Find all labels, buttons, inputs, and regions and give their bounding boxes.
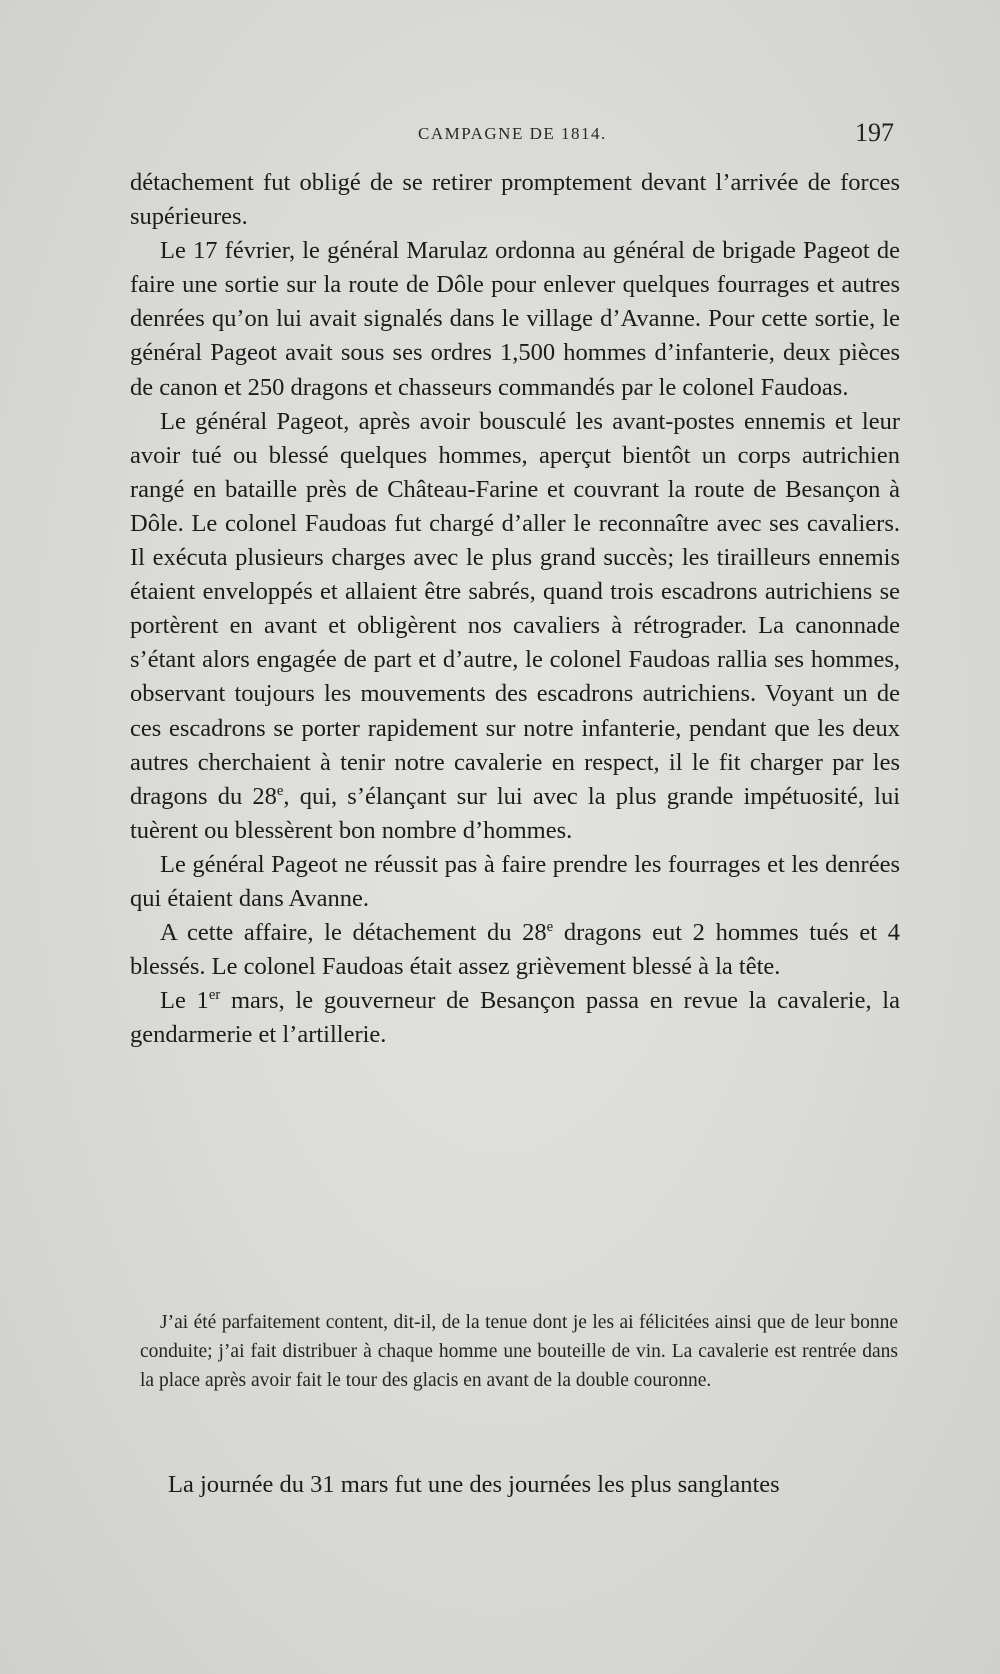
page-number: 197 <box>855 118 894 147</box>
final-paragraph <box>130 1468 900 1502</box>
page-header <box>128 118 900 148</box>
main-text <box>130 166 900 1052</box>
final-line-text: La journée du 31 mars fut une des journées les plus sanglantes <box>168 1471 780 1498</box>
paragraph-5-part-1: A cette affaire, le détachement du 28 <box>160 919 547 947</box>
paragraph-2: Le 17 février, le général Marulaz ordonna au général de brigade Pageot de faire une sortie sur la route de Dôle pour enlever quelques fourrages et autres denrées qu’on lui avait signalés dans le village d’Avanne. Pour cette sortie, le général Pageot avait sous ses ordres 1,500 hommes d’infanterie, deux pièces de canon et 250 dragons et chasseurs commandés par le colonel Faudoas. <box>130 237 900 401</box>
ordinal-suffix: e <box>546 918 554 935</box>
paragraph-3-part-2: , qui, s’élançant sur lui avec la plus grande impétuosité, lui tuèrent ou blessèrent bon nombre d’hommes. <box>130 782 900 844</box>
paragraph-6-part-2: mars, le gouverneur de Besançon passa en revue la cavalerie, la gendarmerie et l’artillerie. <box>130 987 900 1049</box>
running-head: CAMPAGNE DE 1814. <box>418 124 607 143</box>
paragraph-4: Le général Pageot ne réussit pas à faire prendre les fourrages et les denrées qui étaient dans Avanne. <box>130 850 900 912</box>
ordinal-suffix: er <box>208 987 221 1004</box>
paragraph-6-part-1: Le 1 <box>160 987 209 1015</box>
paragraph-3 <box>130 405 900 848</box>
paragraph-5 <box>130 916 900 984</box>
paragraph-1: détachement fut obligé de se retirer promptement devant l’arrivée de forces supérieures. <box>130 169 900 231</box>
paragraph-3-part-1: Le général Pageot, après avoir bousculé les avant-postes ennemis et leur avoir tué ou blessé quelques hommes, aperçut bientôt un corps autrichien rangé en bataille près de Château-Farine et couvrant la route de Besançon à Dôle. Le colonel Faudoas fut chargé d’aller le reconnaître avec ses cavaliers. Il exécuta plusieurs charges avec le plus grand succès; les tirailleurs ennemis étaient enveloppés et allaient être sabrés, quand trois escadrons autrichiens se portèrent en avant et obligèrent nos cavaliers à rétrograder. La canonnade s’étant alors engagée de part et d’autre, le colonel Faudoas rallia ses hommes, observant toujours les mouvements des escadrons autrichiens. Voyant un de ces escadrons se porter rapidement sur notre infanterie, pendant que les deux autres cherchaient à tenir notre cavalerie en respect, il le fit charger par les dragons du 28 <box>130 407 900 810</box>
paragraph-6 <box>130 984 900 1052</box>
quoted-passage <box>140 1308 898 1395</box>
quote-text: J’ai été parfaitement content, dit-il, de la tenue dont je les ai félicitées ainsi que de leur bonne conduite; j’ai fait distribuer à chaque homme une bouteille de vin. La cavalerie est rentrée dans la place après avoir fait le tour des glacis en avant de la double couronne. <box>140 1312 898 1391</box>
paragraph-5-part-2: dragons eut 2 hommes tués et 4 blessés. Le colonel Faudoas était assez grièvement blessé à la tête. <box>130 919 901 981</box>
ordinal-suffix: e <box>276 782 284 799</box>
